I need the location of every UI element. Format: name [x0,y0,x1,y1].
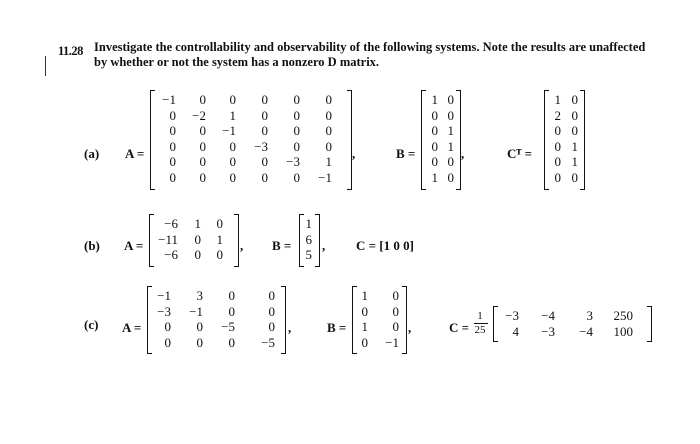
matrix-row [154,139,332,155]
part-b-B-right-bracket [315,214,320,267]
matrix-row [151,288,275,304]
part-c-A-label: A = [122,320,142,335]
matrix-cell: 0 [447,92,454,107]
part-b-A-right-bracket [234,214,239,267]
matrix-cell: 0 [261,107,268,123]
part-c-B-label: B = [327,320,347,335]
matrix-cell: 0 [268,303,275,319]
matrix-cell: 0 [392,319,399,334]
matrix-cell: 1 [194,216,201,231]
part-c-C-frac-den: 25 [474,324,486,336]
matrix-cell: 0 [228,334,235,350]
part-a-B-matrix [425,92,454,185]
matrix-cell: 0 [199,169,206,185]
matrix-cell: 0 [431,154,438,169]
matrix-cell: 0 [293,138,300,154]
matrix-cell: 1 [431,92,438,107]
matrix-cell: −6 [164,247,178,262]
matrix-cell: 1 [216,231,223,247]
matrix-cell: 0 [325,123,332,138]
matrix-cell: 0 [199,92,206,107]
matrix-cell: 5 [305,247,312,262]
matrix-cell: 1 [325,154,332,169]
part-c-B-right-bracket [402,286,407,354]
matrix-cell: 0 [196,319,203,334]
part-c-B-comma: , [408,320,412,335]
part-a-A-right-bracket [347,90,352,190]
matrix-cell: 0 [169,123,176,138]
matrix-cell: 0 [571,107,578,123]
part-b-C-label: C = [1 0 0] [356,238,414,253]
matrix-cell: 0 [293,123,300,138]
matrix-cell: −1 [162,92,176,107]
part-b-A-matrix [153,216,223,263]
matrix-cell: 0 [261,92,268,107]
part-a-CT-matrix [548,92,578,185]
matrix-cell: 1 [229,107,236,123]
part-c-C-right-bracket [647,306,652,342]
matrix-cell: 0 [571,169,578,185]
part-c-C-frac-num: 1 [477,310,483,322]
matrix-cell: −3 [541,323,555,339]
part-b-B-label: B = [272,238,292,253]
matrix-cell: 0 [554,169,561,185]
matrix-cell: 100 [613,323,633,339]
matrix-cell: 0 [229,138,236,154]
matrix-cell: 0 [361,334,368,350]
matrix-cell: −1 [222,123,236,138]
matrix-cell: 1 [361,319,368,334]
part-a-B-label: B = [396,146,416,161]
matrix-row [356,335,399,351]
matrix-row [497,324,633,340]
matrix-cell: 0 [196,334,203,350]
matrix-cell: 0 [229,92,236,107]
matrix-cell: 0 [293,107,300,123]
matrix-cell: 1 [571,154,578,169]
matrix-cell: 0 [392,288,399,303]
matrix-cell: −5 [261,334,275,350]
matrix-cell: 0 [431,138,438,154]
matrix-cell: 0 [261,154,268,169]
matrix-cell: −2 [192,107,206,123]
matrix-cell: 0 [268,319,275,334]
matrix-cell: −4 [579,323,593,339]
part-b-B-comma: , [322,238,326,253]
matrix-cell: 250 [613,308,633,323]
matrix-row [151,335,275,351]
matrix-cell: 0 [169,169,176,185]
matrix-row [548,92,578,108]
matrix-row [154,108,332,124]
matrix-row [548,170,578,186]
matrix-row [548,108,578,124]
matrix-cell: −1 [157,288,171,303]
matrix-row [154,123,332,139]
matrix-cell: 0 [261,123,268,138]
part-a-CT-right-bracket [580,90,585,190]
matrix-cell: 0 [164,319,171,334]
matrix-cell: 0 [194,231,201,247]
matrix-row [153,247,223,263]
matrix-cell: −3 [157,303,171,319]
matrix-cell: −5 [221,319,235,334]
matrix-row [356,304,399,320]
matrix-cell: 0 [361,303,368,319]
matrix-cell: 0 [571,92,578,107]
matrix-cell: 0 [229,154,236,169]
matrix-cell: 0 [431,123,438,138]
matrix-cell: −4 [541,308,555,323]
matrix-cell: −1 [189,303,203,319]
matrix-row [425,154,454,170]
matrix-cell: 1 [431,169,438,185]
matrix-cell: 0 [228,288,235,303]
matrix-row [303,247,312,263]
matrix-cell: 3 [196,288,203,303]
part-b-label: (b) [84,238,100,253]
part-b-A-label: A = [124,238,144,253]
matrix-cell: 0 [268,288,275,303]
matrix-cell: 1 [571,138,578,154]
part-a-A-matrix [154,92,332,185]
matrix-cell: 6 [305,231,312,247]
matrix-cell: 0 [392,303,399,319]
text-cursor [45,56,46,76]
matrix-row [151,319,275,335]
matrix-cell: 0 [554,138,561,154]
matrix-cell: 0 [229,169,236,185]
matrix-row [425,139,454,155]
matrix-row [425,123,454,139]
matrix-row [548,154,578,170]
matrix-row [425,92,454,108]
matrix-row [153,232,223,248]
part-c-C-matrix [497,308,633,339]
part-a-CT-label: Cᵀ = [507,146,533,161]
matrix-cell: 3 [586,308,593,323]
matrix-row [154,92,332,108]
matrix-cell: 0 [447,107,454,123]
matrix-cell: 0 [447,169,454,185]
matrix-cell: 0 [571,123,578,138]
part-a-A-label: A = [125,146,145,161]
matrix-cell: 0 [169,154,176,169]
part-a-B-right-bracket [456,90,461,190]
matrix-row [548,139,578,155]
matrix-cell: 1 [447,138,454,154]
matrix-cell: 1 [305,216,312,231]
matrix-row [425,108,454,124]
matrix-row [151,304,275,320]
matrix-row [497,308,633,324]
matrix-cell: 0 [216,216,223,231]
matrix-cell: 1 [361,288,368,303]
part-c-A-comma: , [288,320,292,335]
matrix-cell: 2 [554,107,561,123]
matrix-cell: 1 [554,92,561,107]
part-a-label: (a) [84,146,100,161]
part-c-A-right-bracket [281,286,286,354]
matrix-cell: −3 [505,308,519,323]
matrix-row [303,232,312,248]
part-a-A-comma: , [352,146,356,161]
matrix-row [425,170,454,186]
matrix-cell: 4 [512,323,519,339]
matrix-cell: 0 [554,123,561,138]
matrix-cell: 0 [169,138,176,154]
matrix-cell: 0 [293,169,300,185]
part-c-B-matrix [356,288,399,350]
part-c-label: (c) [84,317,99,332]
matrix-row [356,319,399,335]
matrix-cell: 0 [431,107,438,123]
matrix-cell: −1 [385,334,399,350]
matrix-cell: 0 [554,154,561,169]
matrix-cell: 0 [228,303,235,319]
matrix-row [153,216,223,232]
part-c-C-label: C = [449,320,470,335]
matrix-cell: 0 [261,169,268,185]
problem-text: Investigate the controllability and observability of the following systems. Note the results are unaffected by whether or not the system has a nonzero D matrix. [94,40,646,69]
matrix-row [154,170,332,186]
matrix-cell: 0 [216,247,223,262]
matrix-cell: 0 [199,154,206,169]
problem-number: 11.28 [58,44,83,58]
matrix-cell: 0 [199,138,206,154]
part-a-B-comma: , [461,146,465,161]
matrix-cell: −11 [158,231,178,247]
part-c-A-matrix [151,288,275,350]
matrix-cell: 0 [199,123,206,138]
part-b-B-matrix [303,216,312,263]
matrix-cell: −6 [164,216,178,231]
matrix-cell: 1 [447,123,454,138]
matrix-cell: 0 [325,92,332,107]
matrix-row [356,288,399,304]
matrix-cell: 0 [194,247,201,262]
matrix-cell: 0 [169,107,176,123]
matrix-cell: 0 [325,138,332,154]
matrix-cell: 0 [293,92,300,107]
matrix-cell: −3 [286,154,300,169]
matrix-cell: −3 [254,138,268,154]
matrix-row [548,123,578,139]
matrix-cell: −1 [318,169,332,185]
part-b-A-comma: , [240,238,244,253]
matrix-cell: 0 [447,154,454,169]
matrix-row [154,154,332,170]
matrix-cell: 0 [164,334,171,350]
matrix-row [303,216,312,232]
matrix-cell: 0 [325,107,332,123]
